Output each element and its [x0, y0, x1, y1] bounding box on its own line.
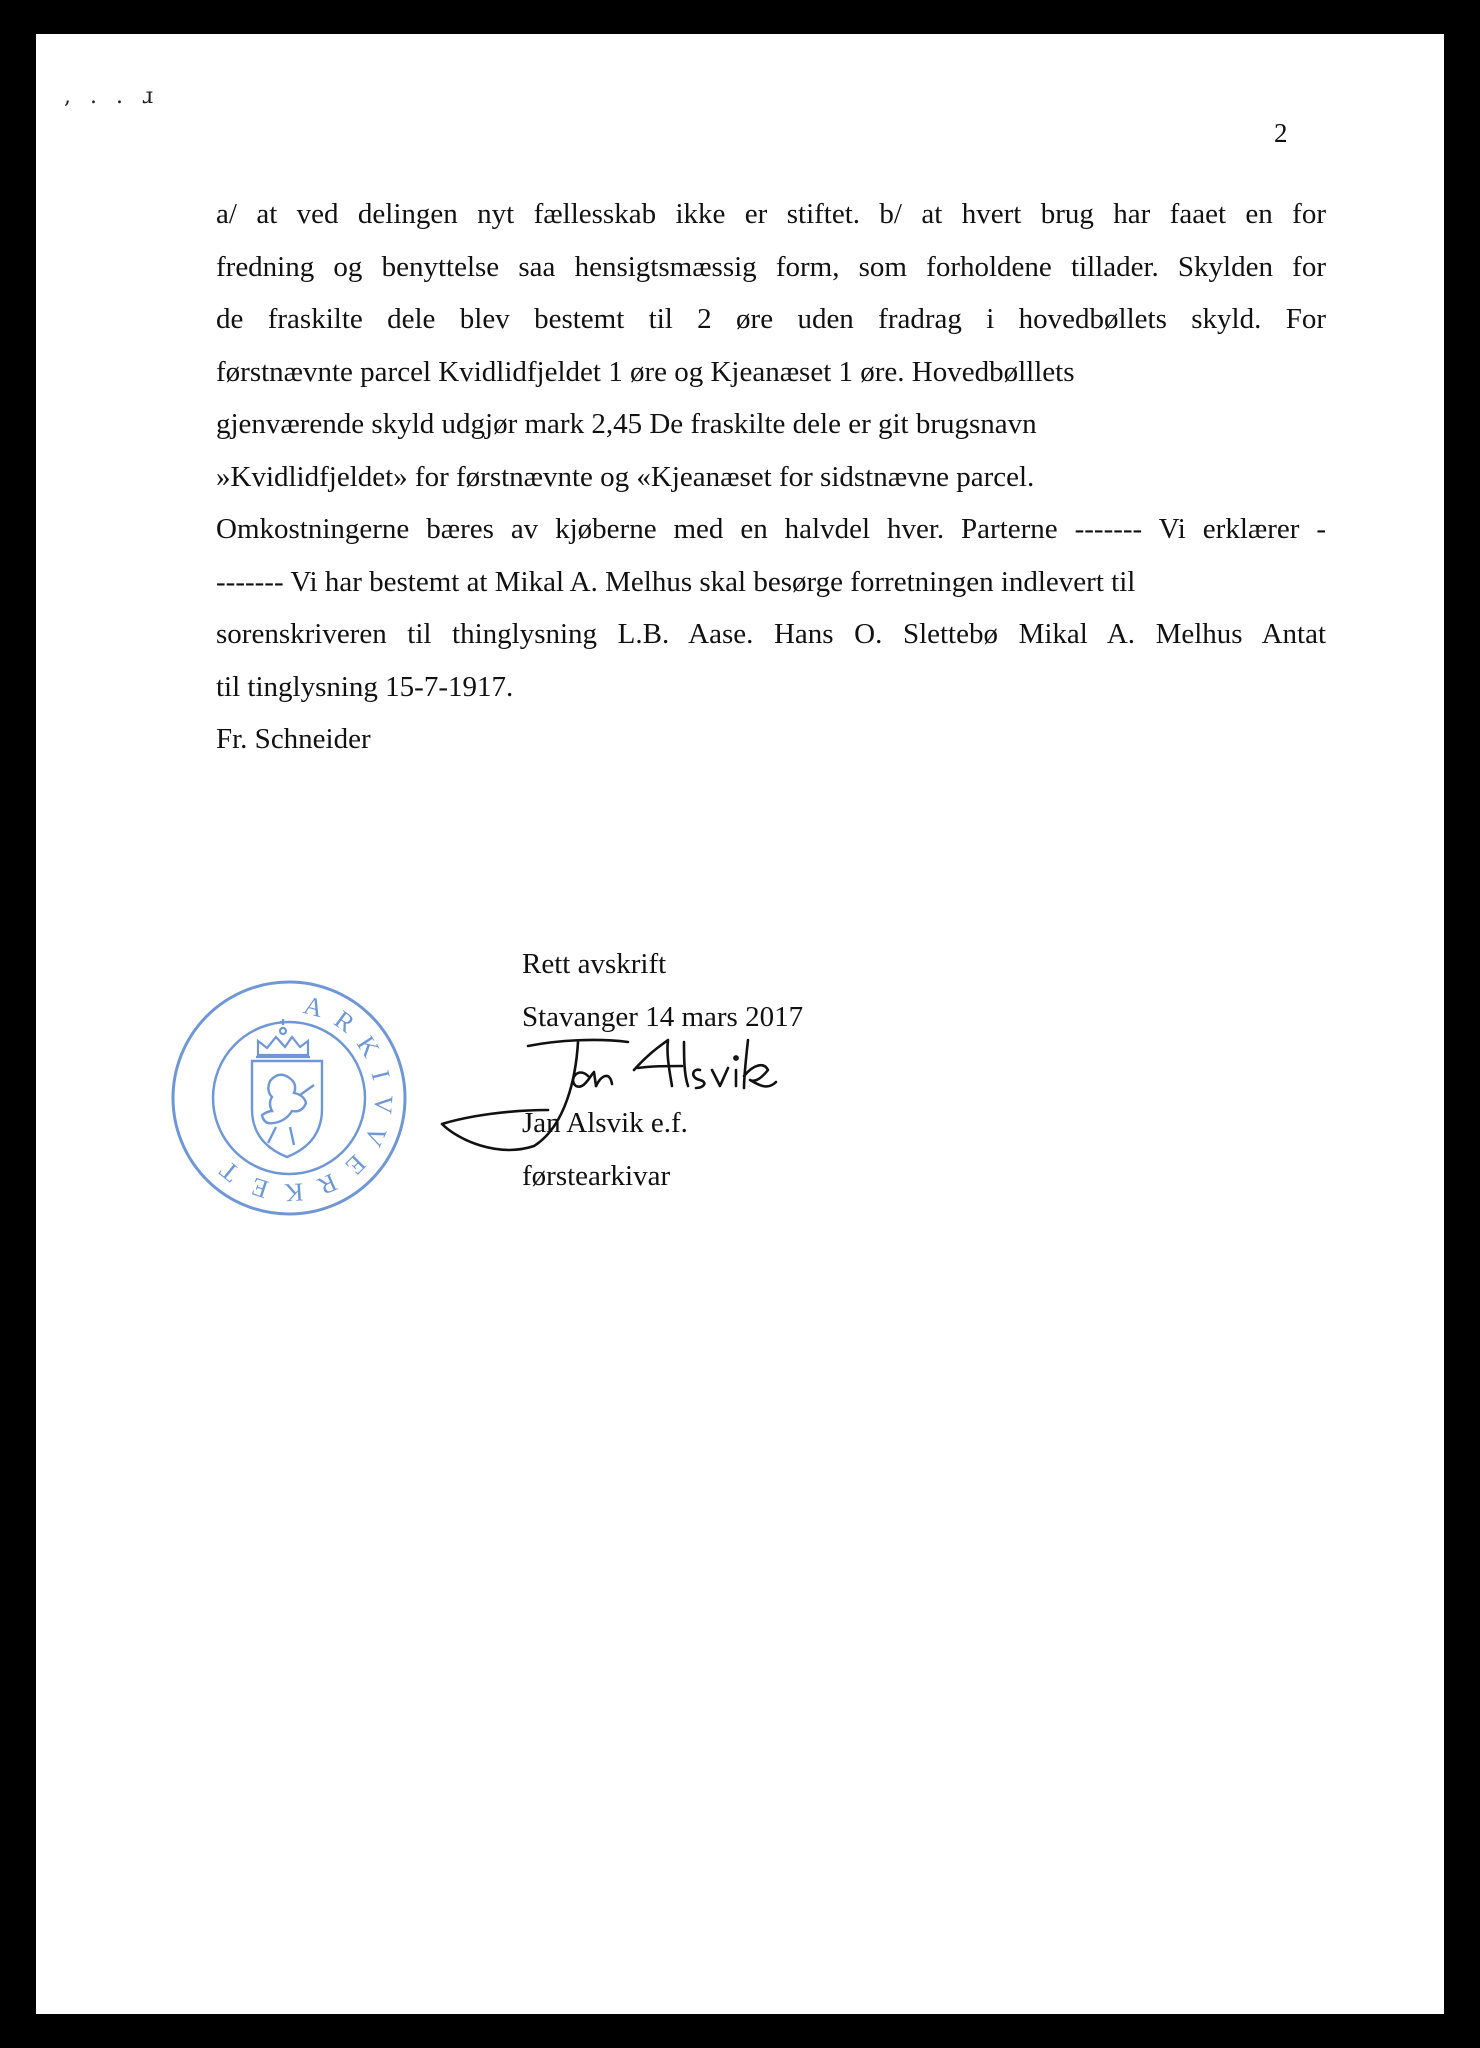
svg-text:T: T: [214, 1155, 245, 1188]
svg-text:A: A: [300, 990, 327, 1024]
archive-stamp: [168, 977, 410, 1219]
svg-text:K: K: [350, 1030, 386, 1063]
body-line: førstnævnte parcel Kvidlidfjeldet 1 øre og Kjeanæset 1 øre. Hovedbølllets: [216, 355, 1075, 388]
body-line: til tinglysning 15-7-1917.: [216, 670, 514, 703]
certification-block: [522, 938, 803, 1203]
certification-label: Rett avskrift: [522, 948, 667, 980]
body-line: de fraskilte dele blev bestemt til 2 øre uden fradrag i hovedbøllets skyld. For: [216, 303, 1326, 335]
signatory-title: førstearkivar: [522, 1160, 671, 1192]
svg-text:K: K: [283, 1177, 305, 1208]
body-line: sorenskriveren til thinglysning L.B. Aase. Hans O. Slettebø Mikal A. Melhus Antat: [216, 618, 1326, 650]
body-line: Fr. Schneider: [216, 723, 371, 755]
svg-text:E: E: [247, 1171, 272, 1205]
body-line: ------- Vi har bestemt at Mikal A. Melhus skal besørge forretningen indlevert til: [216, 565, 1136, 598]
certification-place-date: Stavanger 14 mars 2017: [522, 1001, 804, 1033]
svg-text:R: R: [313, 1167, 342, 1202]
body-line: »Kvidlidfjeldet» for førstnævnte og «Kjeanæset for sidstnævne parcel.: [216, 460, 1035, 493]
page-number: 2: [1274, 118, 1288, 148]
body-line: Omkostningerne bæres av kjøberne med en halvdel hver. Parterne ------- Vi erklærer -: [216, 513, 1326, 545]
svg-text:V: V: [368, 1094, 399, 1115]
svg-text:I: I: [365, 1067, 396, 1083]
svg-text:E: E: [339, 1148, 372, 1181]
document-page: [36, 34, 1444, 2014]
body-text: [216, 188, 1326, 766]
signature-space: [522, 1044, 803, 1097]
margin-mark: , . . ɹ: [64, 84, 159, 109]
crown-icon: [256, 1019, 310, 1057]
body-line: fredning og benyttelse saa hensigtsmæssig form, som forholdene tillader. Skylden for: [216, 250, 1326, 283]
signatory-name: Jan Alsvik e.f.: [522, 1107, 688, 1139]
body-line: a/ at ved delingen nyt fællesskab ikke er stiftet. b/ at hvert brug har faaet en for: [216, 198, 1326, 230]
lion-shield-icon: [252, 1061, 322, 1157]
svg-text:V: V: [358, 1121, 393, 1151]
body-line: gjenværende skyld udgjør mark 2,45 De fraskilte dele er git brugsnavn: [216, 408, 1037, 440]
svg-text:R: R: [329, 1004, 361, 1039]
